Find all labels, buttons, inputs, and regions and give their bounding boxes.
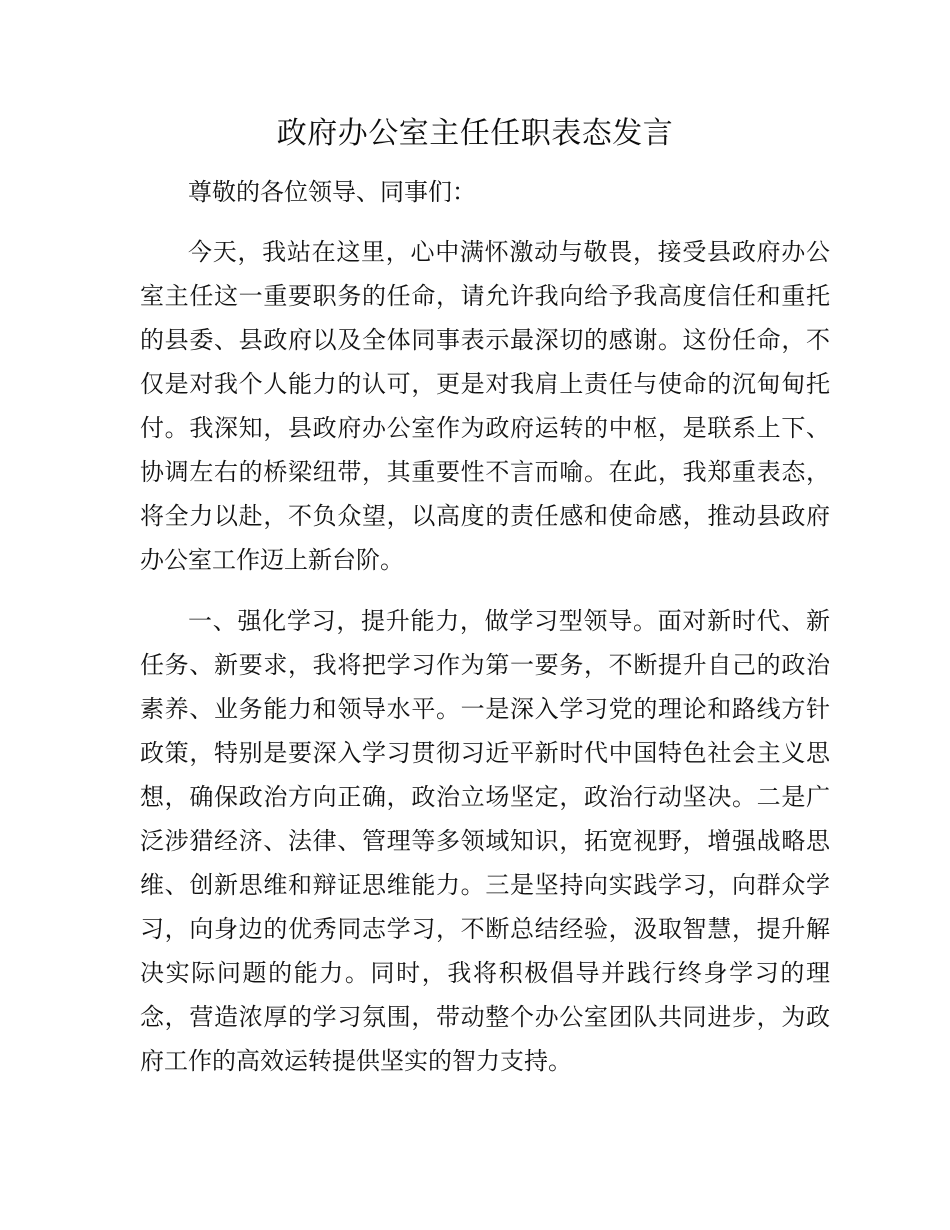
document-title: 政府办公室主任任职表态发言 — [276, 116, 674, 151]
document-body — [140, 170, 830, 1100]
salutation-paragraph: 尊敬的各位领导、同事们： — [188, 178, 476, 206]
body-paragraph-2: 一、强化学习，提升能力，做学习型领导。面对新时代、新任务、新要求，我将把学习作为第一要务，不断提升自己的政治素养、业务能力和领导水平。一是深入学习党的理论和路线方针政策，特别是要深入学习贯彻习近平新时代中国特色社会主义思想，确保政治方向正确，政治立场坚定，政治行动坚决。二是广泛涉猎经济、法律、管理等多领域知识，拓宽视野，增强战略思维、创新思维和辩证思维能力。三是坚持向实践学习，向群众学习，向身边的优秀同志学习，不断总结经验，汲取智慧，提升解决实际问题的能力。同时，我将积极倡导并践行终身学习的理念，营造浓厚的学习氛围，带动整个办公室团队共同进步，为政府工作的高效运转提供坚实的智力支持。 — [140, 607, 830, 1075]
body-paragraph-1: 今天，我站在这里，心中满怀激动与敬畏，接受县政府办公室主任这一重要职务的任命，请允许我向给予我高度信任和重托的县委、县政府以及全体同事表示最深切的感谢。这份任命，不仅是对我个人能力的认可，更是对我肩上责任与使命的沉甸甸托付。我深知，县政府办公室作为政府运转的中枢，是联系上下、协调左右的桥梁纽带，其重要性不言而喻。在此，我郑重表态，将全力以赴，不负众望，以高度的责任感和使命感，推动县政府办公室工作迈上新台阶。 — [140, 238, 830, 574]
